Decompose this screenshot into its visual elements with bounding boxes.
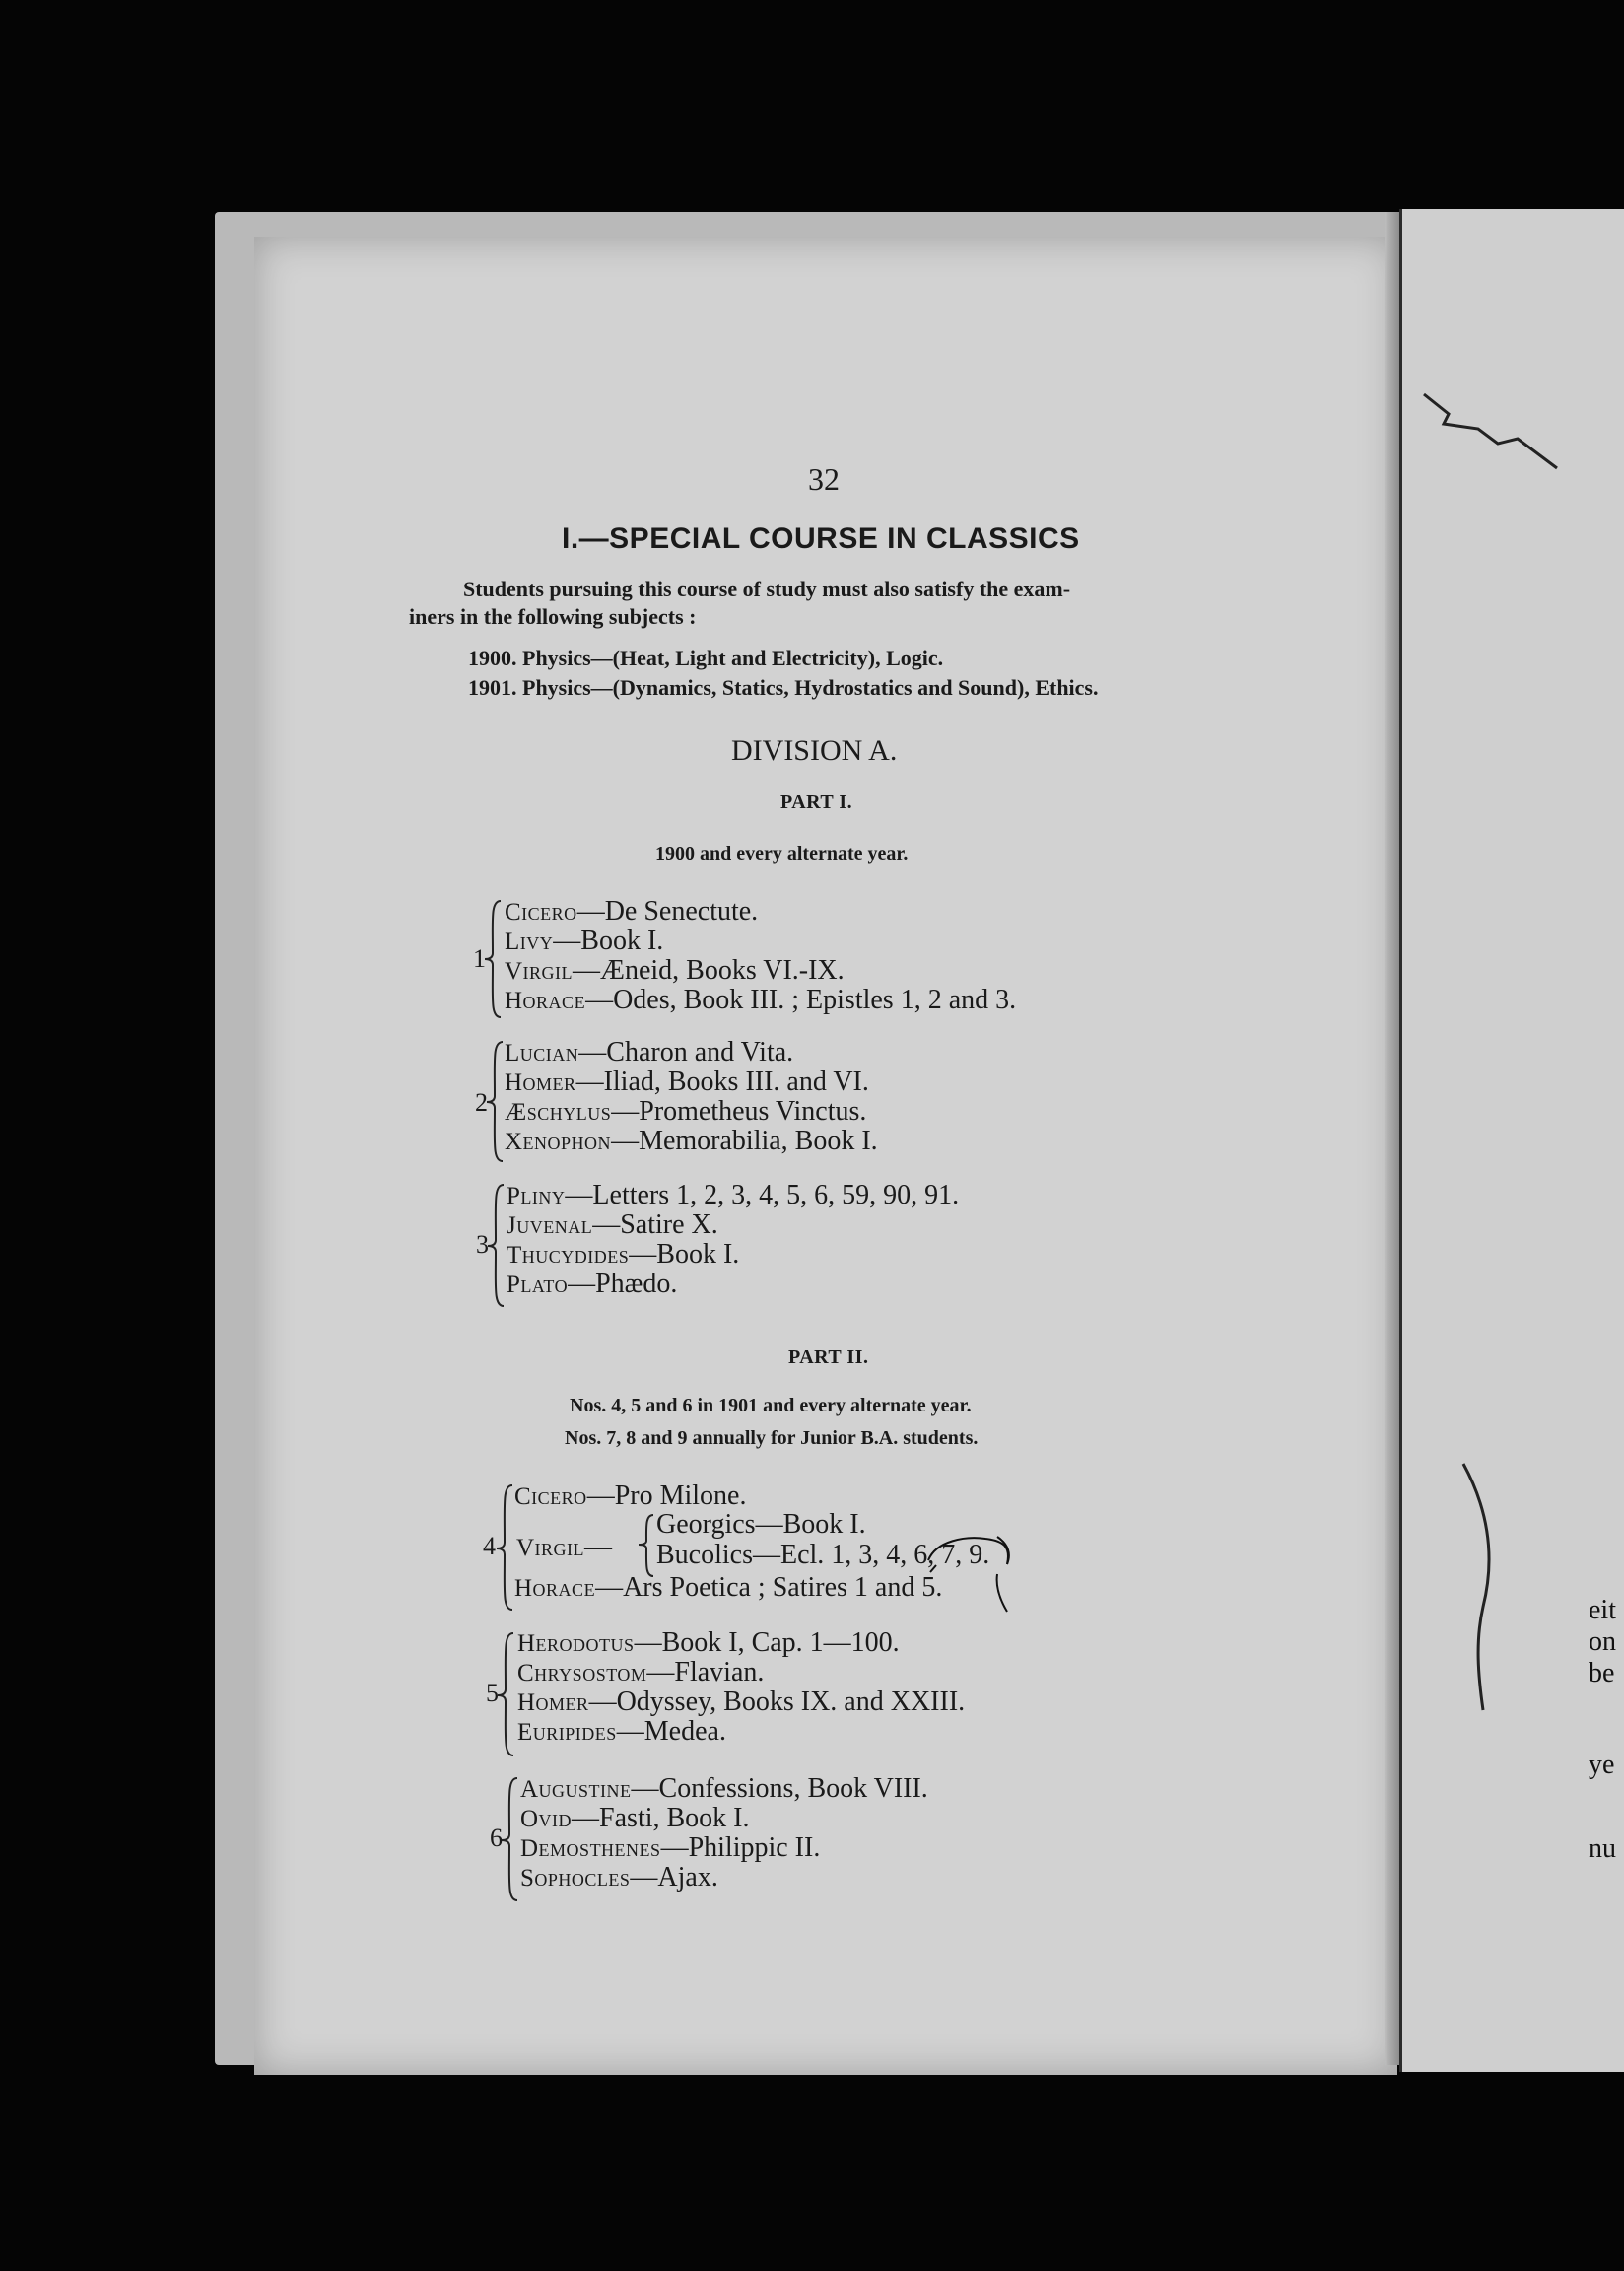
requirement-1900 <box>468 646 943 671</box>
work: —Pro Milone. <box>586 1480 747 1511</box>
part-heading: PART I. <box>780 791 853 813</box>
requirement-1901 <box>468 675 1099 701</box>
author: Virgil <box>505 958 574 985</box>
course-entry <box>507 1210 718 1241</box>
section-title: I.—SPECIAL COURSE IN CLASSICS <box>562 522 1080 555</box>
course-entry <box>505 1127 878 1157</box>
requirement-text: Physics—(Dynamics, Statics, Hydrostatics and Sound), Ethics. <box>522 675 1099 700</box>
group-brace <box>486 1183 508 1308</box>
pencil-annotation <box>916 1531 1025 1619</box>
group-brace <box>483 899 505 1019</box>
sub-brace <box>637 1513 656 1578</box>
author: Plato <box>507 1272 569 1298</box>
work: —Letters 1, 2, 3, 4, 5, 6, 59, 90, 91. <box>565 1180 960 1210</box>
author: Euripides <box>517 1719 617 1746</box>
course-entry <box>505 927 663 957</box>
author: Homer <box>505 1069 576 1096</box>
course-entry <box>507 1270 677 1300</box>
author: Æschylus <box>505 1099 612 1126</box>
course-entry <box>517 1687 965 1718</box>
division-heading: DIVISION A. <box>731 734 898 767</box>
intro-line: iners in the following subjects : <box>409 604 697 629</box>
course-entry <box>520 1833 820 1864</box>
work: —Flavian. <box>646 1657 765 1687</box>
right-fragment: on <box>1589 1626 1616 1657</box>
work: —Book I. <box>553 926 664 956</box>
author: Augustine <box>520 1776 632 1803</box>
author: Ovid <box>520 1806 573 1832</box>
author: Juvenal <box>507 1212 593 1239</box>
group-brace <box>500 1776 521 1902</box>
course-entry <box>505 1038 793 1068</box>
author: Horace <box>505 988 586 1014</box>
author: Herodotus <box>517 1630 635 1657</box>
course-entry <box>520 1804 750 1834</box>
work: —Book I. <box>629 1239 740 1270</box>
year-note: 1900 and every alternate year. <box>655 843 909 864</box>
year-note: Nos. 4, 5 and 6 in 1901 and every alternate year. <box>570 1395 972 1416</box>
requirement-text: Physics—(Heat, Light and Electricity), Logic. <box>522 646 944 670</box>
page-number: 32 <box>808 461 840 497</box>
work: —Satire X. <box>592 1209 718 1240</box>
dash: — <box>584 1532 613 1562</box>
course-entry <box>514 1481 746 1512</box>
work: —Ars Poetica ; Satires 1 and 5. <box>595 1572 943 1603</box>
group-brace <box>485 1040 507 1163</box>
part-heading: PART II. <box>788 1346 869 1368</box>
sub-entry: Bucolics—Ecl. 1, 3, 4, 6, 7, 9. <box>656 1540 990 1570</box>
intro-line: Students pursuing this course of study must also satisfy the exam- <box>463 577 1071 601</box>
work: —Memorabilia, Book I. <box>611 1126 878 1156</box>
work: —Book I, Cap. 1—100. <box>634 1627 900 1658</box>
right-page <box>1399 209 1624 2072</box>
work: —Odyssey, Books IX. and XXIII. <box>588 1686 966 1717</box>
author: Chrysostom <box>517 1660 647 1686</box>
group-number: 5 <box>486 1679 499 1707</box>
author: Xenophon <box>505 1129 612 1155</box>
group-brace <box>496 1631 517 1757</box>
group-number: 2 <box>475 1088 488 1117</box>
work: —Charon and Vita. <box>578 1037 794 1067</box>
work: —Philippic II. <box>660 1832 821 1863</box>
work: —Medea. <box>616 1716 726 1747</box>
author: Demosthenes <box>520 1835 661 1862</box>
right-fragment: eit <box>1589 1595 1616 1625</box>
author: Sophocles <box>520 1865 631 1892</box>
course-entry <box>520 1863 718 1893</box>
right-fragment: nu <box>1589 1833 1616 1864</box>
course-entry <box>505 1067 869 1098</box>
group-number: 3 <box>476 1230 489 1259</box>
author: Virgil <box>516 1535 585 1561</box>
group-number: 1 <box>473 944 486 973</box>
work: —Ajax. <box>630 1862 718 1892</box>
work: —De Senectute. <box>576 896 759 927</box>
work: —Prometheus Vinctus. <box>611 1096 867 1127</box>
group-number: 4 <box>483 1532 496 1560</box>
requirement-year: 1901. <box>468 675 517 700</box>
course-entry <box>517 1717 726 1748</box>
work: —Æneid, Books VI.-IX. <box>573 955 845 986</box>
work: —Fasti, Book I. <box>572 1803 750 1833</box>
course-entry-virgil <box>516 1533 612 1563</box>
course-entry <box>517 1658 764 1688</box>
right-fragment: ye <box>1589 1750 1615 1780</box>
author: Pliny <box>507 1183 566 1209</box>
course-entry <box>517 1628 900 1659</box>
crack-mark <box>1454 1459 1513 1715</box>
course-entry <box>505 1097 866 1128</box>
author: Livy <box>505 929 554 955</box>
author: Cicero <box>514 1483 587 1510</box>
author: Thucydides <box>507 1242 630 1269</box>
work: —Phædo. <box>568 1269 678 1299</box>
crack-mark <box>1419 384 1577 483</box>
author: Homer <box>517 1689 589 1716</box>
author: Lucian <box>505 1040 579 1067</box>
group-number: 6 <box>490 1824 503 1852</box>
author: Horace <box>514 1575 596 1602</box>
right-fragment: be <box>1589 1658 1615 1688</box>
requirement-year: 1900. <box>468 646 517 670</box>
year-note: Nos. 7, 8 and 9 annually for Junior B.A. students. <box>565 1427 979 1449</box>
course-entry <box>507 1240 739 1271</box>
work: —Iliad, Books III. and VI. <box>575 1067 869 1097</box>
course-entry <box>505 956 845 987</box>
course-entry <box>520 1774 928 1805</box>
course-entry <box>514 1573 942 1604</box>
work: —Confessions, Book VIII. <box>631 1773 928 1804</box>
course-entry <box>505 986 1016 1016</box>
group-brace <box>495 1483 516 1612</box>
work: —Odes, Book III. ; Epistles 1, 2 and 3. <box>585 985 1017 1015</box>
course-entry <box>505 897 758 928</box>
sub-entry: Georgics—Book I. <box>656 1509 866 1540</box>
author: Cicero <box>505 899 577 926</box>
course-entry <box>507 1181 959 1211</box>
